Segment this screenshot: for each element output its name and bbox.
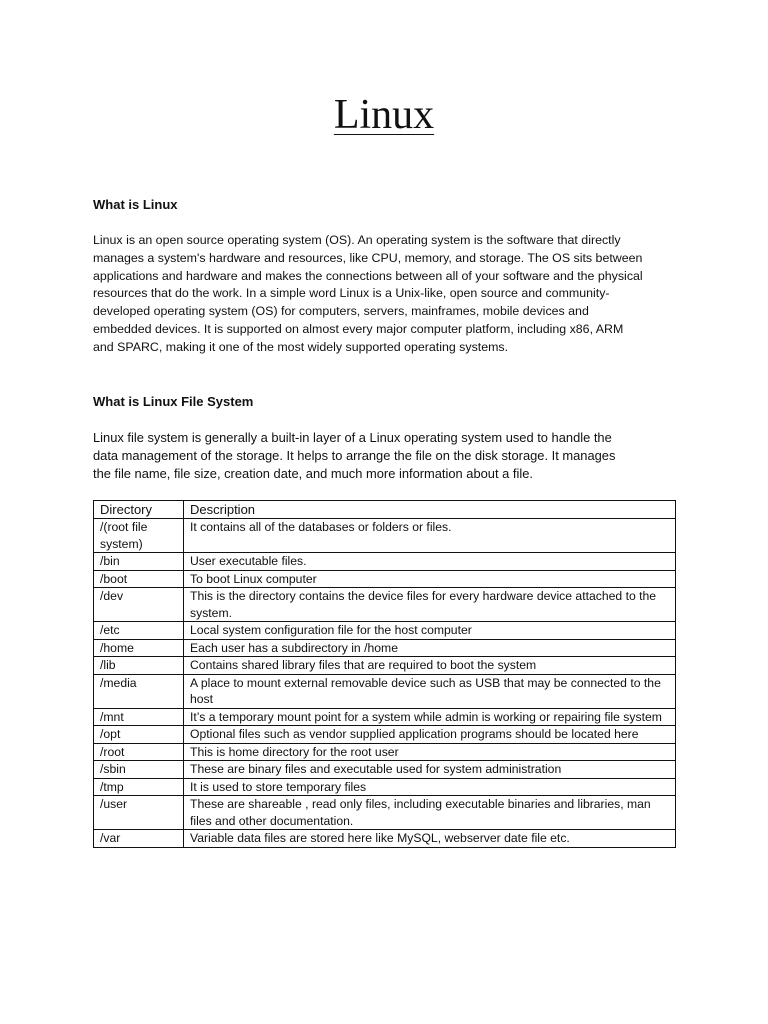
directory-cell: /boot xyxy=(94,570,184,588)
paragraph-line: the file name, file size, creation date, and much more information about a file. xyxy=(93,466,533,481)
table-row xyxy=(94,708,676,726)
section-heading-linux-file-system: What is Linux File System xyxy=(93,394,254,409)
table-row xyxy=(94,639,676,657)
description-cell: User executable files. xyxy=(184,553,676,571)
table-row xyxy=(94,778,676,796)
directory-cell: /sbin xyxy=(94,761,184,779)
paragraph-line: manages a system's hardware and resources, like CPU, memory, and storage. The OS sits between xyxy=(93,250,643,265)
paragraph-line: developed operating system (OS) for computers, servers, mainframes, mobile devices and xyxy=(93,304,589,319)
paragraph-line: Linux file system is generally a built-in layer of a Linux operating system used to handle the xyxy=(93,430,612,445)
directory-cell: /user xyxy=(94,796,184,830)
linux-description-paragraph xyxy=(93,232,677,357)
paragraph-line: applications and hardware and makes the connections between all of your software and the physical xyxy=(93,268,643,283)
description-cell: These are binary files and executable used for system administration xyxy=(184,761,676,779)
table-row xyxy=(94,674,676,708)
description-cell: This is the directory contains the device files for every hardware device attached to the system. xyxy=(184,588,676,622)
section-heading-what-is-linux: What is Linux xyxy=(93,197,178,212)
paragraph-line: resources that do the work. In a simple word Linux is a Unix-like, open source and community- xyxy=(93,286,610,301)
document-title: Linux xyxy=(333,92,435,138)
directory-cell: /var xyxy=(94,830,184,848)
table-row xyxy=(94,743,676,761)
description-cell: These are shareable , read only files, including executable binaries and libraries, man files and other documentation. xyxy=(184,796,676,830)
description-cell: Variable data files are stored here like MySQL, webserver date file etc. xyxy=(184,830,676,848)
file-system-description-paragraph xyxy=(93,429,677,483)
directory-cell: /tmp xyxy=(94,778,184,796)
column-header-directory: Directory xyxy=(94,501,184,519)
description-cell: It is used to store temporary files xyxy=(184,778,676,796)
directory-cell: /mnt xyxy=(94,708,184,726)
directory-cell: /media xyxy=(94,674,184,708)
table-row xyxy=(94,519,676,553)
directory-cell: /dev xyxy=(94,588,184,622)
table-row xyxy=(94,761,676,779)
directory-table xyxy=(93,500,676,848)
table-row xyxy=(94,726,676,744)
table-row xyxy=(94,553,676,571)
directory-cell: /etc xyxy=(94,622,184,640)
directory-cell: /home xyxy=(94,639,184,657)
table-header-row xyxy=(94,501,676,519)
description-cell: To boot Linux computer xyxy=(184,570,676,588)
description-cell: A place to mount external removable device such as USB that may be connected to the host xyxy=(184,674,676,708)
table-row xyxy=(94,657,676,675)
table-row xyxy=(94,830,676,848)
table-row xyxy=(94,796,676,830)
directory-cell: /root xyxy=(94,743,184,761)
directory-cell: /bin xyxy=(94,553,184,571)
paragraph-line: Linux is an open source operating system (OS). An operating system is the software that directly xyxy=(93,233,621,247)
column-header-description: Description xyxy=(184,501,676,519)
directory-cell: /opt xyxy=(94,726,184,744)
paragraph-line: data management of the storage. It helps to arrange the file on the disk storage. It manages xyxy=(93,448,616,463)
description-cell: Each user has a subdirectory in /home xyxy=(184,639,676,657)
description-cell: Contains shared library files that are required to boot the system xyxy=(184,657,676,675)
description-cell: It’s a temporary mount point for a system while admin is working or repairing file system xyxy=(184,708,676,726)
table-row xyxy=(94,570,676,588)
table-row xyxy=(94,588,676,622)
paragraph-line: embedded devices. It is supported on almost every major computer platform, including x86, ARM xyxy=(93,321,624,336)
directory-cell: /(root file system) xyxy=(94,519,184,553)
paragraph-line: and SPARC, making it one of the most widely supported operating systems. xyxy=(93,339,509,354)
table-row xyxy=(94,622,676,640)
description-cell: This is home directory for the root user xyxy=(184,743,676,761)
description-cell: It contains all of the databases or folders or files. xyxy=(184,519,676,553)
description-cell: Optional files such as vendor supplied application programs should be located here xyxy=(184,726,676,744)
directory-cell: /lib xyxy=(94,657,184,675)
description-cell: Local system configuration file for the host computer xyxy=(184,622,676,640)
